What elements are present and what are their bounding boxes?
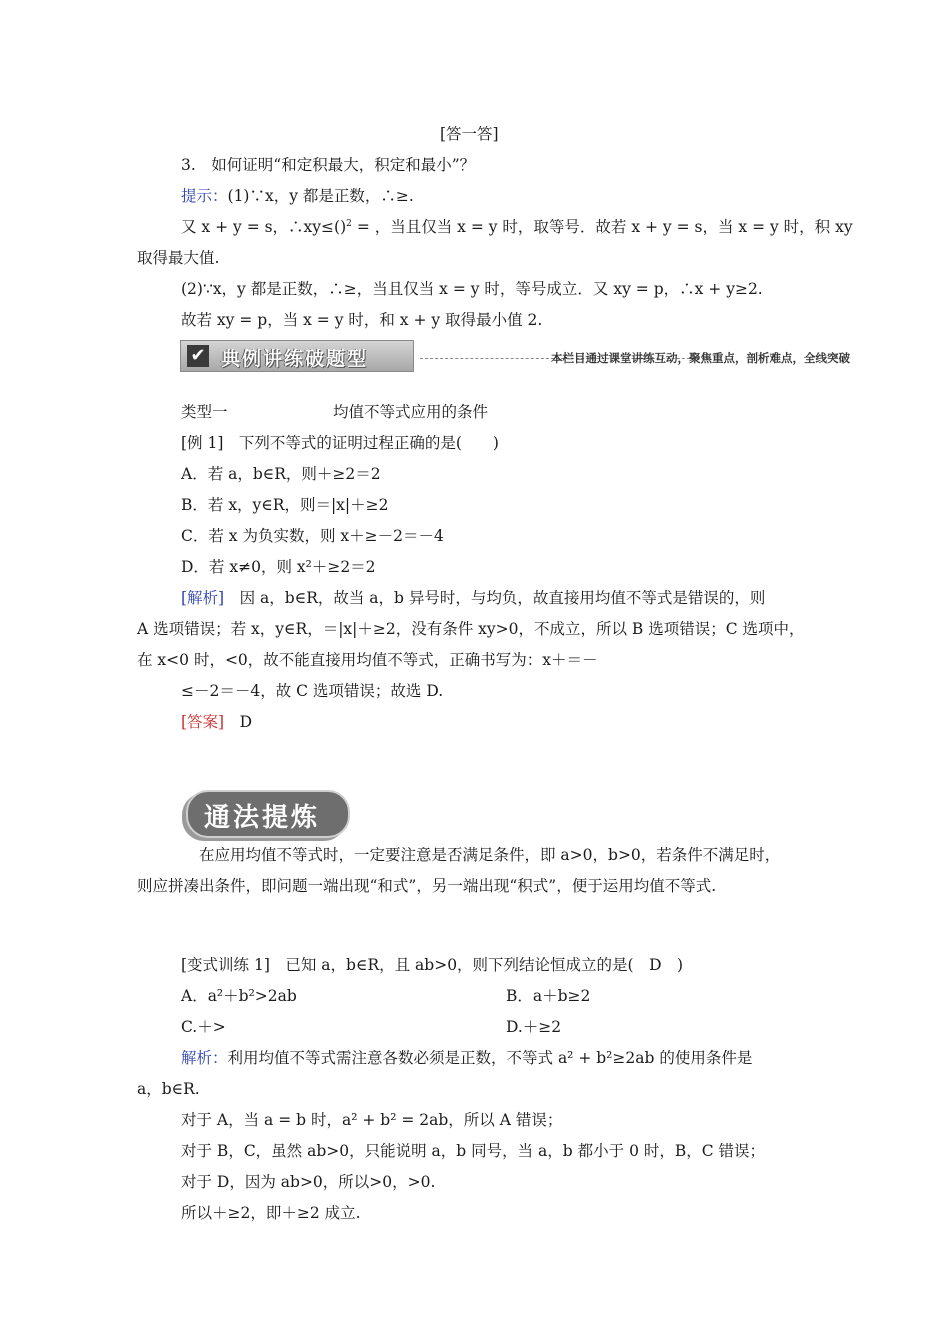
section-banner xyxy=(180,340,850,372)
option-d: D．若 x≠0，则 x²＋≥2＝2 xyxy=(181,558,376,576)
analysis-line-4: ≤－2＝－4，故 C 选项错误；故选 D. xyxy=(181,682,444,700)
type-title: 均值不等式应用的条件 xyxy=(333,403,489,421)
analysis-line-1: [解析] 因 a，b∈R，故当 a，b 异号时，与均负，故直接用均值不等式是错误的，则 xyxy=(181,589,766,607)
question-3: 3. 如何证明“和定积最大，积定和最小”？ xyxy=(181,156,476,174)
option-c: C．若 x 为负实数，则 x＋≥－2＝－4 xyxy=(181,527,444,545)
answer-line xyxy=(181,712,252,732)
variant-line-3: 对于 A，当 a = b 时，a² + b² = 2ab，所以 A 错误； xyxy=(181,1111,563,1129)
analysis-line-2: A 选项错误；若 x，y∈R，＝|x|＋≥2，没有条件 xy>0，不成立，所以 B 选项错误；C 选项中， xyxy=(137,620,805,638)
variant-option-b: B．a＋b≥2 xyxy=(506,987,591,1005)
variant-analysis-label: 解析： xyxy=(181,1049,228,1067)
example-1: [例 1] 下列不等式的证明过程正确的是( ) xyxy=(181,434,499,452)
variant-line-4: 对于 B，C，虽然 ab>0，只能说明 a，b 同号，当 a，b 都小于 0 时，B，C 错误； xyxy=(181,1142,766,1160)
method-line-1: 在应用均值不等式时，一定要注意是否满足条件，即 a>0，b>0，若条件不满足时， xyxy=(199,846,781,864)
method-line-2: 则应拼凑出条件，即问题一端出现“和式”，另一端出现“积式”，便于运用均值不等式. xyxy=(137,877,717,895)
banner-title: 典例讲练破题型 xyxy=(221,348,369,370)
method-badge: 通法提炼 xyxy=(186,790,350,838)
type-label: 类型一 xyxy=(181,403,228,421)
variant-option-a: A．a²＋b²>2ab xyxy=(181,987,297,1005)
option-b: B．若 x，y∈R，则＝|x|＋≥2 xyxy=(181,496,389,514)
analysis-label: [解析] xyxy=(181,589,225,607)
variant-line-6: 所以＋≥2，即＋≥2 成立. xyxy=(181,1204,361,1222)
hint-line-4: (2)∵x，y 都是正数，∴≥，当且仅当 x = y 时，等号成立．又 xy = p，∴x + y≥2. xyxy=(181,280,763,298)
analysis-line-3: 在 x<0 时，<0，故不能直接用均值不等式，正确书写为：x＋＝－ xyxy=(137,651,598,669)
variant-option-d: D.＋≥2 xyxy=(506,1018,562,1036)
hint-line-5: 故若 xy = p，当 x = y 时，和 x + y 取得最小值 2. xyxy=(181,311,543,329)
hint-label: 提示： xyxy=(181,187,228,205)
variant-1: [变式训练 1] 已知 a，b∈R，且 ab>0，则下列结论恒成立的是( D ) xyxy=(181,956,684,974)
section-header: [答一答] xyxy=(440,125,499,143)
variant-analysis-1: 解析：利用均值不等式需注意各数必须是正数，不等式 a² + b²≥2ab 的使用条件是 xyxy=(181,1049,753,1067)
banner-note: 本栏目通过课堂讲练互动，聚焦重点，剖析难点，全线突破 xyxy=(551,351,850,365)
hint-line-1: 提示：(1)∵x，y 都是正数，∴≥. xyxy=(181,187,414,205)
answer-label: [答案] xyxy=(181,713,225,731)
variant-analysis-2: a，b∈R. xyxy=(137,1080,200,1098)
variant-line-5: 对于 D，因为 ab>0，所以>0，>0. xyxy=(181,1173,436,1191)
option-a: A．若 a，b∈R，则＋≥2＝2 xyxy=(181,465,381,483)
hint-line-2: 又 x + y = s，∴xy≤()$^2$ = ，当且仅当 x = y 时，取等号．故若 x + y = s，当 x = y 时，积 xy xyxy=(181,218,853,236)
check-icon: ✔ xyxy=(187,345,209,367)
variant-option-c: C.＋> xyxy=(181,1018,226,1036)
answer-value: D xyxy=(239,713,253,731)
hint-line-3: 取得最大值. xyxy=(137,249,220,267)
